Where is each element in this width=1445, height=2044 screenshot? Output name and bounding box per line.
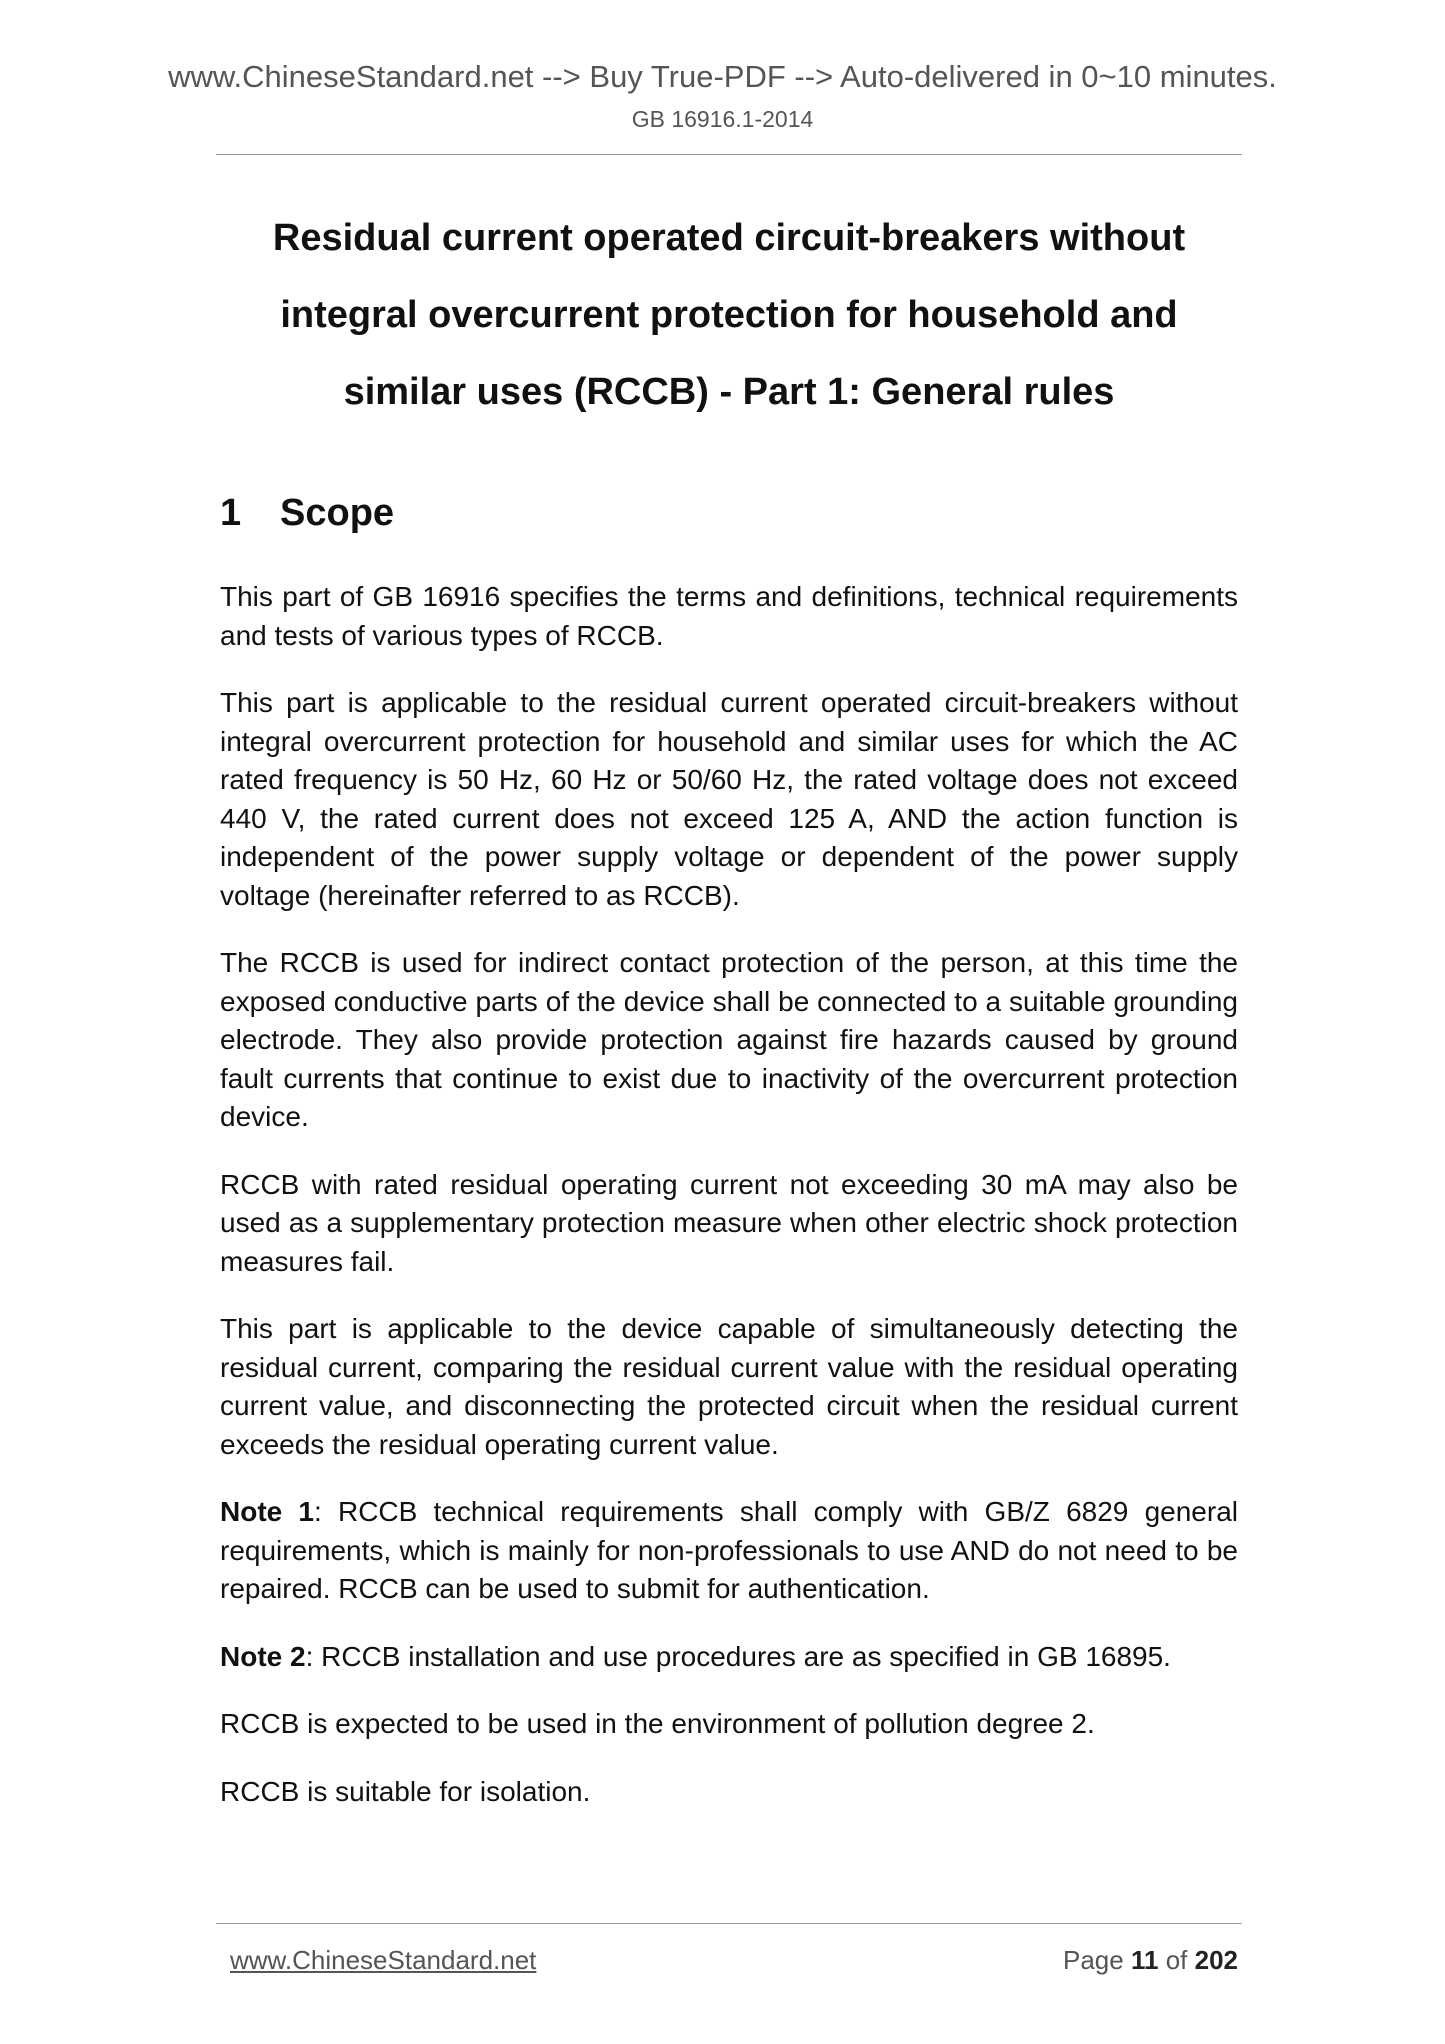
section-heading (220, 483, 394, 543)
paragraph: This part is applicable to the residual current operated circuit-breakers without integral overcurrent protection for household and similar uses for which the AC rated frequency is 50 Hz, 60 Hz or 50/60 Hz, the rated voltage does not exceed 440 V, the rated current does not exceed 125 A, AND the action function is independent of the power supply voltage or dependent of the power supply voltage (hereinafter referred to as RCCB). (220, 687, 1238, 911)
note-label: Note 1 (220, 1496, 314, 1527)
page-word: Page (1062, 1945, 1124, 1975)
header-divider (216, 154, 1242, 155)
note-2 (220, 1638, 1238, 1677)
current-page: 11 (1130, 1945, 1159, 1975)
note-1 (220, 1493, 1238, 1609)
page-of: of (1165, 1945, 1188, 1975)
note-text: : RCCB technical requirements shall comply with GB/Z 6829 general requirements, which is mainly for non-professionals to use AND do not need to be repaired. RCCB can be used to submit for authentication. (220, 1496, 1238, 1604)
section-title: Scope (280, 492, 395, 534)
title-line-3: similar uses (RCCB) - Part 1: General rules (343, 371, 1115, 413)
standard-id: GB 16916.1-2014 (631, 106, 814, 132)
note-label: Note 2 (220, 1640, 306, 1672)
title-line-1: Residual current operated circuit-breakers without (272, 217, 1186, 259)
paragraph: RCCB is expected to be used in the environment of pollution degree 2. (220, 1708, 1095, 1739)
document-title (216, 200, 1242, 431)
total-pages: 202 (1194, 1945, 1238, 1975)
paragraph: RCCB is suitable for isolation. (220, 1775, 591, 1807)
page-number (1063, 1942, 1238, 1978)
paragraph: The RCCB is used for indirect contact protection of the person, at this time the exposed conductive parts of the device shall be connected to a suitable grounding electrode. They also provide protection against fire hazards caused by ground fault currents that continue to exist due to inactivity of the overcurrent protection device. (220, 947, 1238, 1132)
footer-website-link[interactable]: www.ChineseStandard.net (230, 1945, 537, 1975)
section-number: 1 (220, 492, 242, 534)
header-banner: www.ChineseStandard.net --> Buy True-PDF --> Auto-delivered in 0~10 minutes. (168, 59, 1277, 94)
title-line-2: integral overcurrent protection for household and (280, 294, 1178, 336)
paragraph: This part of GB 16916 specifies the terms and definitions, technical requirements and tests of various types of RCCB. (220, 581, 1238, 651)
footer-divider (216, 1923, 1242, 1924)
paragraph: RCCB with rated residual operating current not exceeding 30 mA may also be used as a supplementary protection measure when other electric shock protection measures fail. (220, 1168, 1238, 1277)
scope-body (220, 578, 1238, 1840)
page-header (0, 56, 1445, 136)
note-text: : RCCB installation and use procedures are as specified in GB 16895. (305, 1640, 1171, 1672)
paragraph: This part is applicable to the device capable of simultaneously detecting the residual current, comparing the residual current value with the residual operating current value, and disconnecting the protected circuit when the residual current exceeds the residual operating current value. (220, 1313, 1238, 1460)
